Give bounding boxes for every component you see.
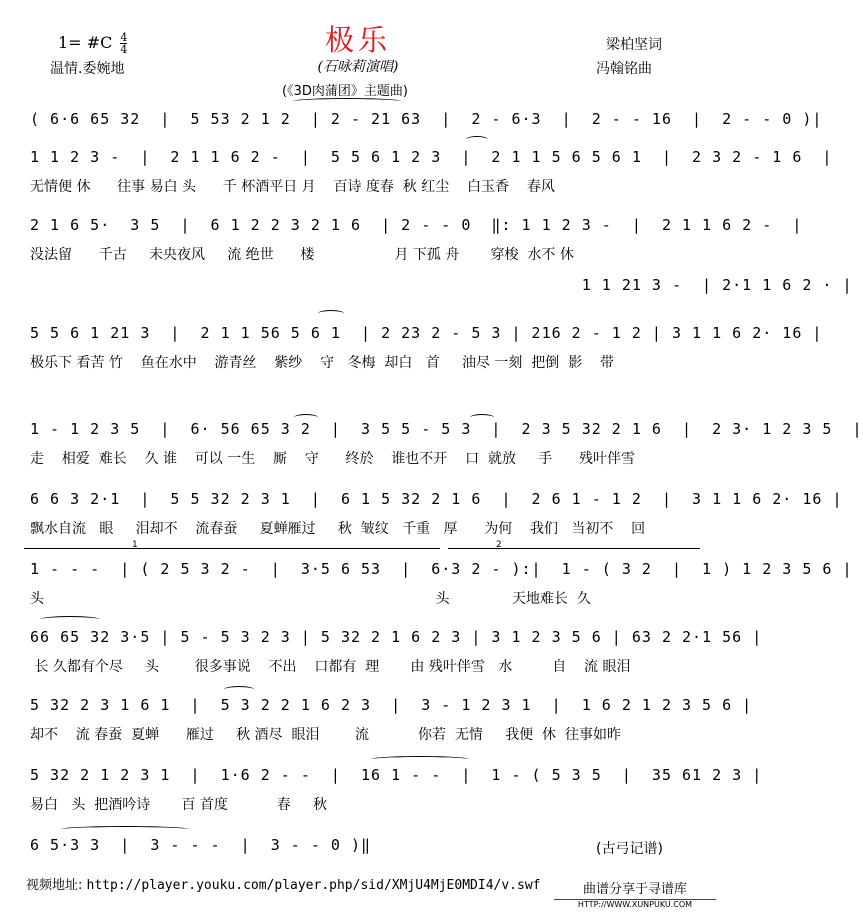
slur-arc bbox=[224, 686, 254, 693]
key-label: 1= #C bbox=[58, 33, 113, 52]
music-row-3b: 1 1 21 3 - | 2·1 1 6 2 · | bbox=[30, 276, 853, 294]
music-row-11: 6 5·3 3 | 3 - - - | 3 - - 0 )‖ bbox=[30, 836, 372, 854]
lyric-row-4: 极乐下 看苦 竹 鱼在水中 游青丝 紫纱 守 冬梅 却白 首 油尽 一刻 把倒 影 带 bbox=[30, 355, 615, 371]
lyric-row-7: 头 头 天地难长 久 bbox=[30, 591, 591, 607]
watermark-site: HTTP://WWW.XUNPUKU.COM bbox=[554, 899, 716, 909]
video-address bbox=[26, 874, 540, 893]
slur-arc bbox=[318, 310, 344, 317]
site-watermark bbox=[554, 878, 716, 914]
key-signature bbox=[58, 32, 127, 55]
music-row-5: 1 - 1 2 3 5 | 6· 56 65 3 2 | 3 5 5 - 5 3 | 2 3 5 32 2 1 6 | 2 3· 1 2 3 5 | bbox=[30, 420, 863, 438]
singer-credit: (石咏莉演唱) bbox=[317, 59, 399, 75]
lyric-row-6: 飘水自流 眼 泪却不 流春蚕 夏蝉雁过 秋 皱纹 千重 厚 为何 我们 当初不 回 bbox=[30, 521, 646, 537]
lyric-row-2: 无情便 休 往事 易白 头 千 杯酒平日 月 百诗 度春 秋 红尘 白玉香 春风 bbox=[30, 179, 555, 195]
music-row-6: 6 6 3 2·1 | 5 5 32 2 3 1 | 6 1 5 32 2 1 6 | 2 6 1 - 1 2 | 3 1 1 6 2· 16 | bbox=[30, 490, 843, 508]
lyric-row-3: 没法留 千古 未央夜风 流 绝世 楼 月 下孤 舟 穿梭 水不 休 bbox=[30, 247, 574, 263]
slur-arc bbox=[292, 98, 402, 105]
mood-marking: 温情.委婉地 bbox=[50, 61, 125, 77]
time-denominator: 4 bbox=[120, 43, 128, 56]
slur-arc bbox=[470, 414, 494, 421]
music-row-10: 5 32 2 1 2 3 1 | 1·6 2 - - | 16 1 - - | 1 - ( 5 3 5 | 35 61 2 3 | bbox=[30, 766, 763, 784]
volta-2-bracket bbox=[448, 548, 700, 557]
watermark-title: 曲谱分享于寻谱库 bbox=[582, 882, 687, 897]
music-row-4: 5 5 6 1 21 3 | 2 1 1 56 5 6 1 | 2 23 2 - 5 3 | 216 2 - 1 2 | 3 1 1 6 2· 16 | bbox=[30, 324, 823, 342]
music-row-8: 66 65 32 3·5 | 5 - 5 3 2 3 | 5 32 2 1 6 2 3 | 3 1 2 3 5 6 | 63 2 2·1 56 | bbox=[30, 628, 763, 646]
slur-arc bbox=[466, 136, 488, 143]
volta-1-bracket bbox=[24, 548, 440, 557]
theme-credit: (《3D肉蒲团》主题曲) bbox=[282, 84, 408, 99]
composer-credit: 冯翰铭曲 bbox=[596, 61, 652, 77]
slur-arc bbox=[60, 826, 190, 833]
music-row-7: 1 - - - | ( 2 5 3 2 - | 3·5 6 53 | 6·3 2 - ):| 1 - ( 3 2 | 1 ) 1 2 3 5 6 | bbox=[30, 560, 853, 578]
lyric-row-9: 却不 流 春蚕 夏蝉 雁过 秋 酒尽 眼泪 流 你若 无情 我便 休 往事如昨 bbox=[30, 727, 621, 743]
video-link[interactable]: http://player.youku.com/player.php/sid/XMjU4MjE0MDI4/v.swf bbox=[86, 878, 541, 893]
volta-1-label: 1 bbox=[132, 540, 138, 550]
lyric-row-5: 走 相爱 难长 久 谁 可以 一生 厮 守 终於 谁也不开 口 就放 手 残叶伴雪 bbox=[30, 451, 635, 467]
time-numerator: 4 bbox=[120, 31, 128, 44]
music-row-1: ( 6·6 65 32 | 5 53 2 1 2 | 2 - 21 63 | 2 - 6·3 | 2 - - 16 | 2 - - 0 )| bbox=[30, 110, 823, 128]
music-row-2: 1 1 2 3 - | 2 1 1 6 2 - | 5 5 6 1 2 3 | 2 1 1 5 6 5 6 1 | 2 3 2 - 1 6 | bbox=[30, 148, 833, 166]
time-signature bbox=[120, 32, 127, 55]
music-row-3: 2 1 6 5· 3 5 | 6 1 2 2 3 2 1 6 | 2 - - 0 ‖: 1 1 2 3 - | 2 1 1 6 2 - | bbox=[30, 216, 803, 234]
slur-arc bbox=[40, 616, 100, 623]
lyric-row-8: 长 久都有个尽 头 很多事说 不出 口都有 理 由 残叶伴雪 水 自 流 眼泪 bbox=[30, 659, 631, 675]
music-row-9: 5 32 2 3 1 6 1 | 5 3 2 2 1 6 2 3 | 3 - 1 2 3 1 | 1 6 2 1 2 3 5 6 | bbox=[30, 696, 753, 714]
song-title: 极乐 bbox=[324, 23, 391, 57]
lyricist-credit: 梁柏坚词 bbox=[606, 37, 662, 53]
slur-arc bbox=[294, 414, 318, 421]
transcriber-note: (古弓记谱) bbox=[596, 841, 663, 857]
slur-arc bbox=[370, 756, 470, 763]
video-label: 视频地址: bbox=[26, 878, 83, 893]
volta-2-label: 2 bbox=[496, 540, 502, 550]
lyric-row-10: 易白 头 把酒吟诗 百 首度 春 秋 bbox=[30, 797, 328, 813]
